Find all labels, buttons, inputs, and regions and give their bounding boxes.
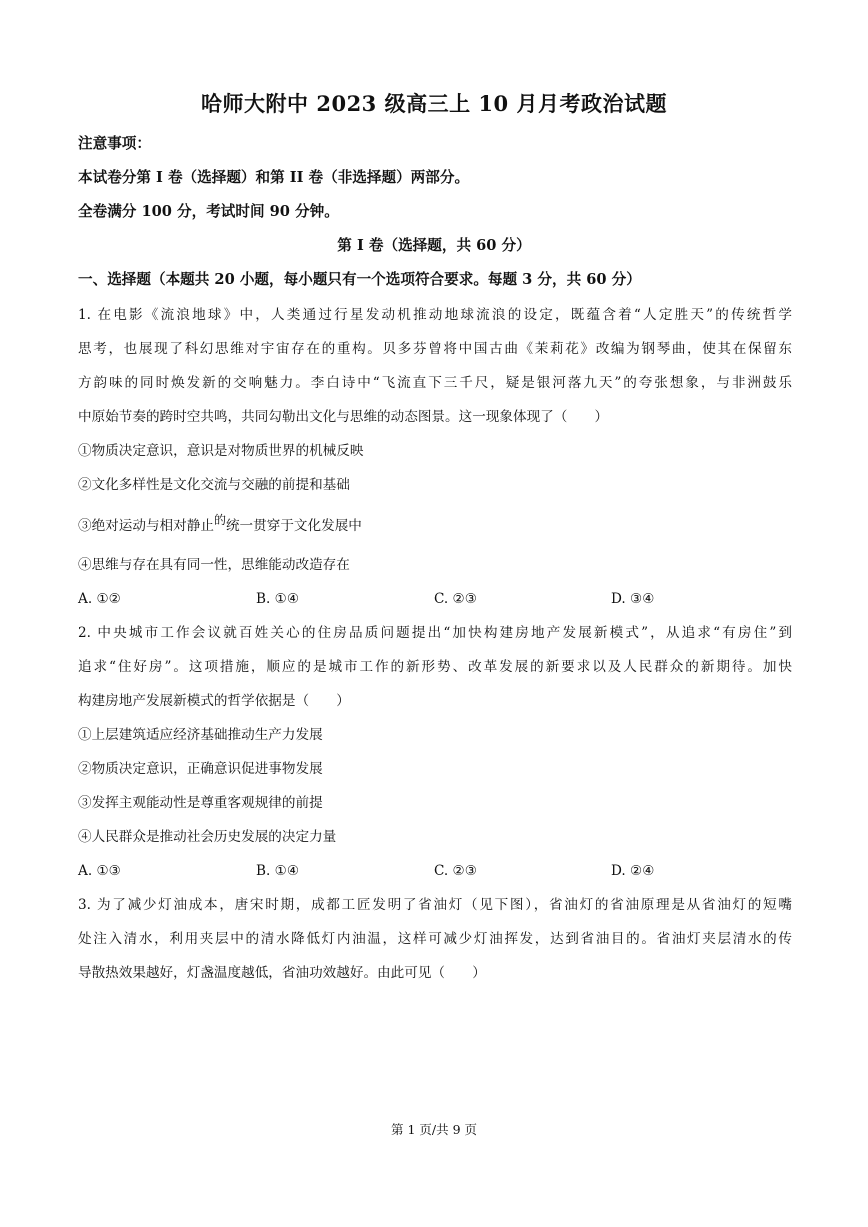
part-heading: 一、选择题（本题共 20 小题，每小题只有一个选项符合要求。每题 3 分，共 60 分） (78, 271, 641, 288)
q2-option-b: B. ①④ (256, 863, 300, 879)
q2-stem-line-3: 构建房地产发展新模式的哲学依据是（ ） (78, 693, 350, 709)
q3-stem-line-3: 导散热效果越好，灯盏温度越低，省油功效越好。由此可见（ ） (78, 965, 486, 981)
q1-option-c: C. ②③ (434, 591, 477, 607)
q1-option-d: D. ③④ (611, 591, 655, 607)
page-footer: 第 1 页/共 9 页 (390, 1122, 477, 1137)
q2-item-1: ①上层建筑适应经济基础推动生产力发展 (78, 727, 323, 743)
q2-item-2: ②物质决定意识，正确意识促进事物发展 (78, 761, 323, 777)
q2-option-a: A. ①③ (78, 863, 121, 879)
exam-title: 哈师大附中 2023 级高三上 10 月月考政治试题 (201, 91, 667, 116)
q3-stem-line-1: 3. 为了减少灯油成本，唐宋时期，成都工匠发明了省油灯（见下图），省油灯的省油原理是从省油灯的短嘴 (78, 897, 792, 913)
q2-stem-line-2: 追求“住好房”。这项措施，顺应的是城市工作的新形势、改革发展的新要求以及人民群众的新期待。加快 (78, 659, 792, 675)
notice-line-2: 全卷满分 100 分，考试时间 90 分钟。 (78, 203, 339, 220)
q1-option-a: A. ①② (78, 591, 121, 607)
q1-stem-line-3: 方韵味的同时焕发新的交响魅力。李白诗中“飞流直下三千尺，疑是银河落九天”的夸张想象，与非洲鼓乐 (78, 375, 792, 391)
q1-item-3 (78, 513, 792, 536)
q1-item-4: ④思维与存在具有同一性，思维能动改造存在 (78, 557, 350, 573)
q1-stem-line-2: 思考，也展现了科幻思维对宇宙存在的重构。贝多芬曾将中国古曲《茉莉花》改编为钢琴曲，使其在保留东 (78, 341, 792, 357)
q1-stem-line-4: 中原始节奏的跨时空共鸣，共同勾勒出文化与思维的动态图景。这一现象体现了（ ） (78, 409, 609, 425)
q2-item-3: ③发挥主观能动性是尊重客观规律的前提 (78, 795, 323, 811)
q2-stem-line-1: 2. 中央城市工作会议就百姓关心的住房品质问题提出“加快构建房地产发展新模式”，从追求“有房住”到 (78, 625, 792, 641)
q1-item-1: ①物质决定意识，意识是对物质世界的机械反映 (78, 443, 364, 459)
q1-item-3-sup: 的 (213, 513, 226, 527)
q1-item-3-part-a: ③绝对运动与相对静止 (78, 518, 214, 534)
q1-stem-line-1: 1. 在电影《流浪地球》中，人类通过行星发动机推动地球流浪的设定，既蕴含着“人定胜天”的传统哲学 (78, 307, 792, 323)
q2-option-d: D. ②④ (611, 863, 655, 879)
q1-option-b: B. ①④ (256, 591, 300, 607)
notice-line-1: 本试卷分第 I 卷（选择题）和第 II 卷（非选择题）两部分。 (78, 169, 470, 186)
q1-item-3-part-b: 统一贯穿于文化发展中 (225, 518, 362, 534)
q2-option-c: C. ②③ (434, 863, 477, 879)
section-title: 第 I 卷（选择题，共 60 分） (337, 237, 531, 254)
q3-stem-line-2: 处注入清水，利用夹层中的清水降低灯内油温，这样可减少灯油挥发，达到省油目的。省油灯夹层清水的传 (78, 931, 792, 947)
q1-item-2: ②文化多样性是文化交流与交融的前提和基础 (78, 477, 350, 493)
q2-item-4: ④人民群众是推动社会历史发展的决定力量 (78, 829, 337, 845)
notice-heading: 注意事项： (78, 135, 151, 152)
